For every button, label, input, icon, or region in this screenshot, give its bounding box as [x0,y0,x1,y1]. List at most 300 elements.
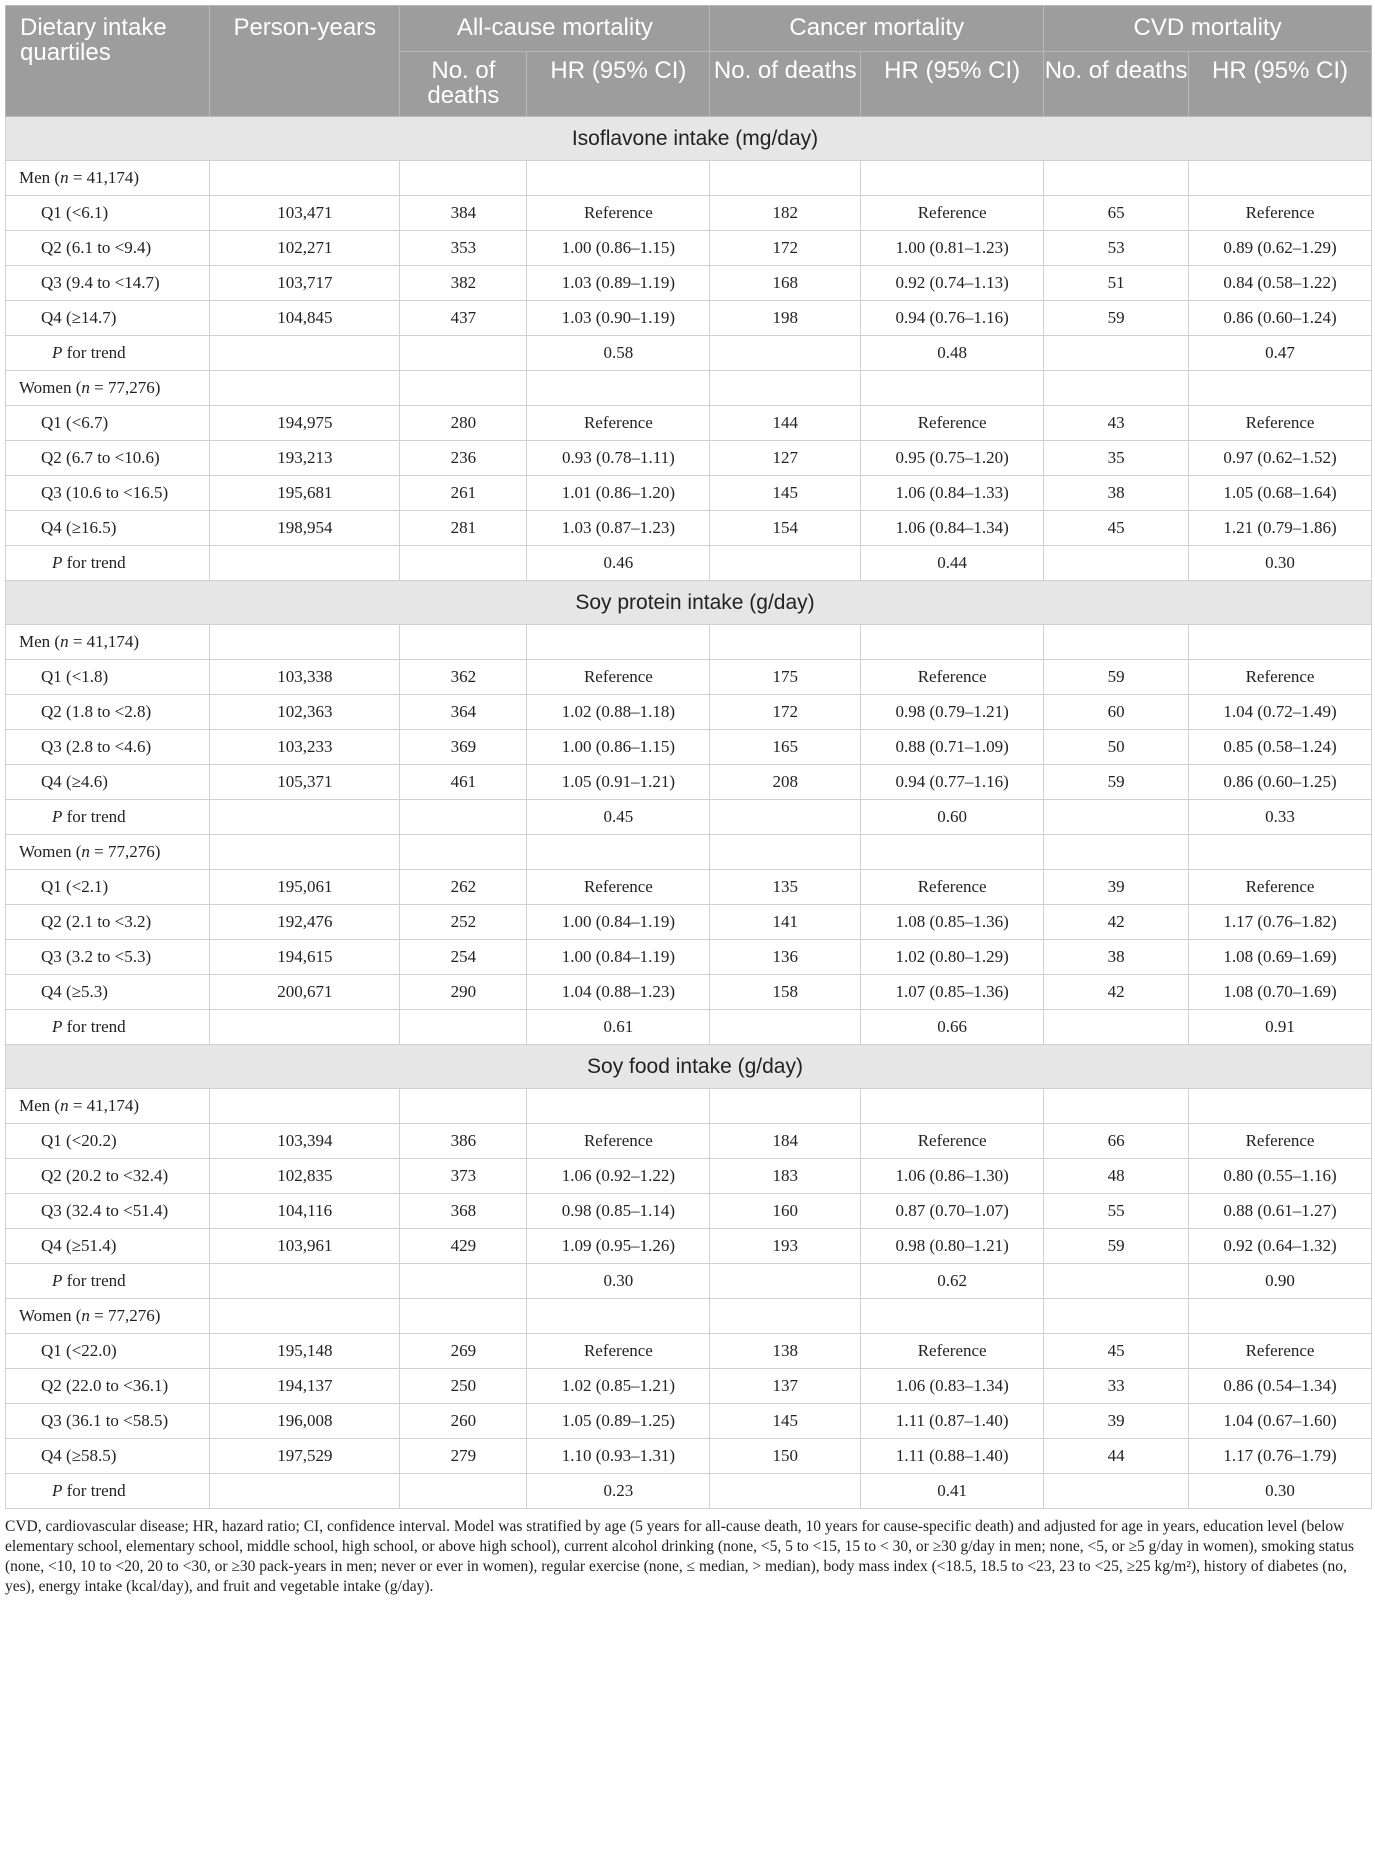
table-cell: Reference [527,406,710,441]
quartile-label: Q2 (20.2 to <32.4) [6,1159,210,1194]
group-label-suffix: = 41,174) [68,1096,140,1115]
table-cell: Reference [1189,1334,1372,1369]
empty-cell [861,1299,1044,1334]
quartile-label: Q4 (≥14.7) [6,301,210,336]
table-cell: 437 [400,301,527,336]
table-cell: 195,681 [210,476,400,511]
p-trend-value: 0.30 [1189,546,1372,581]
table-cell: 144 [710,406,861,441]
group-label-suffix: = 41,174) [68,168,140,187]
table-cell: 194,615 [210,940,400,975]
header-deaths: No. of deaths [710,52,861,117]
table-row [6,511,1372,546]
empty-cell [1044,336,1189,371]
table-cell: 50 [1044,730,1189,765]
p-trend-value: 0.60 [861,800,1044,835]
group-label-suffix: = 77,276) [89,842,161,861]
table-cell: Reference [1189,1124,1372,1159]
empty-cell [710,625,861,660]
table-cell: 65 [1044,196,1189,231]
empty-cell [1044,1010,1189,1045]
group-label-prefix: Men ( [19,632,61,651]
table-cell: 42 [1044,905,1189,940]
table-cell: Reference [527,870,710,905]
table-cell: 1.06 (0.92–1.22) [527,1159,710,1194]
quartile-label: Q1 (<6.7) [6,406,210,441]
table-cell: 0.87 (0.70–1.07) [861,1194,1044,1229]
table-cell: 104,116 [210,1194,400,1229]
empty-cell [210,625,400,660]
table-cell: 0.88 (0.71–1.09) [861,730,1044,765]
quartile-label: Q1 (<2.1) [6,870,210,905]
table-cell: 59 [1044,660,1189,695]
empty-cell [400,625,527,660]
group-label-prefix: Women ( [19,1306,82,1325]
p-trend-value: 0.47 [1189,336,1372,371]
table-cell: 0.94 (0.77–1.16) [861,765,1044,800]
group-label-n: n [81,1306,90,1325]
table-cell: 1.00 (0.86–1.15) [527,730,710,765]
header-hr: HR (95% CI) [1189,52,1372,117]
table-row [6,765,1372,800]
group-row [6,1299,1372,1334]
table-cell: 1.07 (0.85–1.36) [861,975,1044,1010]
table-cell: 44 [1044,1439,1189,1474]
table-cell: 103,471 [210,196,400,231]
group-label [6,1299,210,1334]
table-cell: 196,008 [210,1404,400,1439]
quartile-label: Q3 (32.4 to <51.4) [6,1194,210,1229]
table-cell: 145 [710,1404,861,1439]
table-cell: 59 [1044,1229,1189,1264]
table-cell: Reference [1189,870,1372,905]
table-cell: 254 [400,940,527,975]
table-cell: 429 [400,1229,527,1264]
table-cell: 0.85 (0.58–1.24) [1189,730,1372,765]
group-label-suffix: = 41,174) [68,632,140,651]
empty-cell [1189,835,1372,870]
table-row [6,695,1372,730]
quartile-label: Q2 (2.1 to <3.2) [6,905,210,940]
table-cell: Reference [1189,406,1372,441]
p-trend-row [6,1264,1372,1299]
p-trend-value: 0.46 [527,546,710,581]
table-cell: 1.02 (0.80–1.29) [861,940,1044,975]
table-cell: Reference [861,406,1044,441]
table-cell: 0.97 (0.62–1.52) [1189,441,1372,476]
empty-cell [400,371,527,406]
quartile-label: Q3 (3.2 to <5.3) [6,940,210,975]
table-cell: 1.08 (0.70–1.69) [1189,975,1372,1010]
p-trend-value: 0.45 [527,800,710,835]
p-trend-value: 0.30 [527,1264,710,1299]
table-cell: 168 [710,266,861,301]
empty-cell [210,371,400,406]
empty-cell [1044,161,1189,196]
table-cell: 280 [400,406,527,441]
empty-cell [1044,1299,1189,1334]
table-cell: 0.92 (0.74–1.13) [861,266,1044,301]
table-cell: 172 [710,231,861,266]
table-cell: 55 [1044,1194,1189,1229]
table-cell: 373 [400,1159,527,1194]
table-cell: 141 [710,905,861,940]
table-cell: 1.03 (0.89–1.19) [527,266,710,301]
p-trend-text: for trend [62,553,126,572]
table-cell: 193,213 [210,441,400,476]
empty-cell [527,1299,710,1334]
table-cell: 182 [710,196,861,231]
empty-cell [1189,161,1372,196]
p-trend-row [6,1474,1372,1509]
table-cell: 165 [710,730,861,765]
table-cell: 1.04 (0.88–1.23) [527,975,710,1010]
table-cell: 0.86 (0.60–1.25) [1189,765,1372,800]
table-cell: 1.00 (0.86–1.15) [527,231,710,266]
header-person-years: Person-years [210,6,400,117]
table-cell: 1.06 (0.84–1.33) [861,476,1044,511]
table-cell: 1.05 (0.68–1.64) [1189,476,1372,511]
header-deaths: No. of deaths [400,52,527,117]
table-cell: 1.03 (0.87–1.23) [527,511,710,546]
group-label-prefix: Women ( [19,378,82,397]
table-cell: 127 [710,441,861,476]
table-cell: 59 [1044,301,1189,336]
table-cell: 252 [400,905,527,940]
empty-cell [210,1264,400,1299]
p-trend-text: for trend [62,807,126,826]
header-deaths: No. of deaths [1044,52,1189,117]
table-cell: 364 [400,695,527,730]
p-trend-row [6,546,1372,581]
table-cell: 290 [400,975,527,1010]
table-row [6,975,1372,1010]
table-cell: 60 [1044,695,1189,730]
table-cell: 104,845 [210,301,400,336]
table-cell: 102,835 [210,1159,400,1194]
group-label [6,1089,210,1124]
empty-cell [400,1474,527,1509]
table-cell: 175 [710,660,861,695]
table-cell: 384 [400,196,527,231]
table-cell: 0.89 (0.62–1.29) [1189,231,1372,266]
table-cell: 103,717 [210,266,400,301]
group-label-n: n [81,378,90,397]
empty-cell [710,1264,861,1299]
table-cell: 369 [400,730,527,765]
section-title: Soy food intake (g/day) [6,1045,1372,1089]
table-row [6,1194,1372,1229]
table-cell: 1.00 (0.81–1.23) [861,231,1044,266]
empty-cell [210,1299,400,1334]
p-trend-text: for trend [62,1271,126,1290]
table-row [6,1369,1372,1404]
empty-cell [400,336,527,371]
empty-cell [861,1089,1044,1124]
table-cell: 0.86 (0.60–1.24) [1189,301,1372,336]
table-cell: 0.92 (0.64–1.32) [1189,1229,1372,1264]
table-cell: 0.94 (0.76–1.16) [861,301,1044,336]
table-cell: 0.98 (0.79–1.21) [861,695,1044,730]
empty-cell [210,161,400,196]
header-cancer: Cancer mortality [710,6,1044,52]
quartile-label: Q1 (<6.1) [6,196,210,231]
p-trend-label [6,800,210,835]
table-cell: 1.17 (0.76–1.79) [1189,1439,1372,1474]
table-cell: 51 [1044,266,1189,301]
table-cell: 103,961 [210,1229,400,1264]
quartile-label: Q4 (≥51.4) [6,1229,210,1264]
table-row [6,196,1372,231]
group-label-prefix: Men ( [19,1096,61,1115]
empty-cell [710,371,861,406]
p-trend-value: 0.90 [1189,1264,1372,1299]
table-cell: 0.88 (0.61–1.27) [1189,1194,1372,1229]
p-trend-value: 0.48 [861,336,1044,371]
empty-cell [710,161,861,196]
table-cell: 103,233 [210,730,400,765]
empty-cell [1189,625,1372,660]
table-cell: 262 [400,870,527,905]
empty-cell [1044,371,1189,406]
empty-cell [861,161,1044,196]
empty-cell [1044,1474,1189,1509]
empty-cell [861,371,1044,406]
table-cell: 102,363 [210,695,400,730]
quartile-label: Q2 (6.1 to <9.4) [6,231,210,266]
empty-cell [210,1010,400,1045]
group-label-n: n [60,168,69,187]
p-trend-text: for trend [62,343,126,362]
quartile-label: Q4 (≥16.5) [6,511,210,546]
table-row [6,1404,1372,1439]
table-cell: 1.02 (0.88–1.18) [527,695,710,730]
empty-cell [210,1474,400,1509]
table-cell: 236 [400,441,527,476]
table-cell: 1.21 (0.79–1.86) [1189,511,1372,546]
table-cell: 105,371 [210,765,400,800]
table-cell: 1.10 (0.93–1.31) [527,1439,710,1474]
table-cell: Reference [861,1334,1044,1369]
table-cell: 103,338 [210,660,400,695]
p-trend-p: P [52,1017,63,1036]
table-row [6,660,1372,695]
empty-cell [527,835,710,870]
empty-cell [710,835,861,870]
table-cell: Reference [527,196,710,231]
p-trend-text: for trend [62,1017,126,1036]
empty-cell [710,336,861,371]
empty-cell [710,546,861,581]
p-trend-value: 0.23 [527,1474,710,1509]
empty-cell [710,1089,861,1124]
empty-cell [527,1089,710,1124]
table-cell: 1.05 (0.91–1.21) [527,765,710,800]
table-cell: 1.17 (0.76–1.82) [1189,905,1372,940]
p-trend-value: 0.62 [861,1264,1044,1299]
table-cell: 137 [710,1369,861,1404]
table-cell: 198,954 [210,511,400,546]
table-row [6,1439,1372,1474]
table-cell: 172 [710,695,861,730]
table-cell: 1.11 (0.87–1.40) [861,1404,1044,1439]
table-cell: 1.00 (0.84–1.19) [527,905,710,940]
p-trend-label [6,1474,210,1509]
table-cell: 38 [1044,476,1189,511]
group-label [6,625,210,660]
table-cell: 1.06 (0.84–1.34) [861,511,1044,546]
table-cell: 154 [710,511,861,546]
empty-cell [210,546,400,581]
p-trend-row [6,336,1372,371]
empty-cell [400,835,527,870]
p-trend-row [6,800,1372,835]
group-row [6,625,1372,660]
section-title: Soy protein intake (g/day) [6,581,1372,625]
quartile-label: Q4 (≥5.3) [6,975,210,1010]
table-cell: Reference [861,660,1044,695]
group-label-n: n [60,632,69,651]
group-label [6,835,210,870]
group-label [6,161,210,196]
table-cell: 279 [400,1439,527,1474]
quartile-label: Q3 (9.4 to <14.7) [6,266,210,301]
table-cell: 33 [1044,1369,1189,1404]
header-all-cause: All-cause mortality [400,6,710,52]
table-row [6,1334,1372,1369]
table-cell: 136 [710,940,861,975]
table-cell: 1.04 (0.72–1.49) [1189,695,1372,730]
table-cell: 0.98 (0.80–1.21) [861,1229,1044,1264]
table-cell: 35 [1044,441,1189,476]
p-trend-value: 0.44 [861,546,1044,581]
table-cell: 0.98 (0.85–1.14) [527,1194,710,1229]
table-cell: 0.84 (0.58–1.22) [1189,266,1372,301]
p-trend-p: P [52,1481,63,1500]
quartile-label: Q2 (22.0 to <36.1) [6,1369,210,1404]
p-trend-label [6,1264,210,1299]
table-row [6,476,1372,511]
table-cell: 461 [400,765,527,800]
empty-cell [400,1010,527,1045]
quartile-label: Q4 (≥4.6) [6,765,210,800]
table-cell: 368 [400,1194,527,1229]
section-row [6,117,1372,161]
table-cell: 269 [400,1334,527,1369]
table-cell: 353 [400,231,527,266]
table-cell: 135 [710,870,861,905]
table-cell: 1.00 (0.84–1.19) [527,940,710,975]
quartile-label: Q1 (<20.2) [6,1124,210,1159]
table-row [6,301,1372,336]
table-cell: 103,394 [210,1124,400,1159]
table-cell: 39 [1044,870,1189,905]
empty-cell [1189,1089,1372,1124]
group-label [6,371,210,406]
table-row [6,1159,1372,1194]
header-dietary-intake: Dietary intake quartiles [6,6,210,117]
p-trend-value: 0.58 [527,336,710,371]
table-cell: 281 [400,511,527,546]
table-row [6,441,1372,476]
table-cell: 0.93 (0.78–1.11) [527,441,710,476]
table-cell: 1.09 (0.95–1.26) [527,1229,710,1264]
table-cell: 42 [1044,975,1189,1010]
table-row [6,406,1372,441]
group-label-n: n [81,842,90,861]
group-label-n: n [60,1096,69,1115]
empty-cell [710,800,861,835]
quartile-label: Q3 (36.1 to <58.5) [6,1404,210,1439]
group-label-prefix: Men ( [19,168,61,187]
table-cell: 1.02 (0.85–1.21) [527,1369,710,1404]
group-row [6,161,1372,196]
table-cell: Reference [861,870,1044,905]
table-row [6,231,1372,266]
table-cell: 43 [1044,406,1189,441]
table-cell: 0.86 (0.54–1.34) [1189,1369,1372,1404]
table-cell: 192,476 [210,905,400,940]
table-cell: Reference [861,196,1044,231]
empty-cell [1044,1089,1189,1124]
empty-cell [1189,371,1372,406]
empty-cell [210,336,400,371]
empty-cell [400,161,527,196]
quartile-label: Q2 (1.8 to <2.8) [6,695,210,730]
table-cell: 59 [1044,765,1189,800]
header-hr: HR (95% CI) [861,52,1044,117]
p-trend-value: 0.61 [527,1010,710,1045]
group-row [6,835,1372,870]
empty-cell [527,161,710,196]
table-cell: 1.06 (0.86–1.30) [861,1159,1044,1194]
table-cell: 1.03 (0.90–1.19) [527,301,710,336]
p-trend-p: P [52,807,63,826]
table-cell: 1.11 (0.88–1.40) [861,1439,1044,1474]
quartile-label: Q1 (<22.0) [6,1334,210,1369]
p-trend-label [6,336,210,371]
p-trend-row [6,1010,1372,1045]
table-cell: 0.95 (0.75–1.20) [861,441,1044,476]
empty-cell [210,835,400,870]
table-cell: 386 [400,1124,527,1159]
table-cell: 138 [710,1334,861,1369]
p-trend-value: 0.30 [1189,1474,1372,1509]
p-trend-label [6,546,210,581]
header-cvd: CVD mortality [1044,6,1372,52]
table-footnote: CVD, cardiovascular disease; HR, hazard ratio; CI, confidence interval. Model was stratified by age (5 years for all-cause death, 10 years for cause-specific death) and adjusted for age in years, education level (below elementary school, elementary school, middle school, high school, or above high school), current alcohol drinking (none, <5, 5 to <15, 15 to < 30, or ≥30 g/day in men; none, <5, or ≥5 g/day in women), smoking status (none, <10, 10 to <20, 20 to <30, or ≥30 pack-years in men; never or ever in women), regular exercise (none, ≤ median, > median), body mass index (<18.5, 18.5 to <23, 23 to <25, ≥25 kg/m²), history of diabetes (no, yes), energy intake (kcal/day), and fruit and vegetable intake (g/day). [5,1518,1354,1595]
table-cell: 45 [1044,511,1189,546]
empty-cell [400,800,527,835]
table-row [6,870,1372,905]
empty-cell [861,835,1044,870]
group-label-prefix: Women ( [19,842,82,861]
table-cell: 382 [400,266,527,301]
table-cell: 198 [710,301,861,336]
empty-cell [861,625,1044,660]
table-cell: 1.04 (0.67–1.60) [1189,1404,1372,1439]
quartile-label: Q4 (≥58.5) [6,1439,210,1474]
table-cell: 39 [1044,1404,1189,1439]
group-label-suffix: = 77,276) [89,378,161,397]
table-cell: 102,271 [210,231,400,266]
table-cell: 158 [710,975,861,1010]
empty-cell [210,1089,400,1124]
table-cell: Reference [527,1124,710,1159]
table-container [5,5,1372,1597]
empty-cell [1189,1299,1372,1334]
table-cell: 1.08 (0.85–1.36) [861,905,1044,940]
